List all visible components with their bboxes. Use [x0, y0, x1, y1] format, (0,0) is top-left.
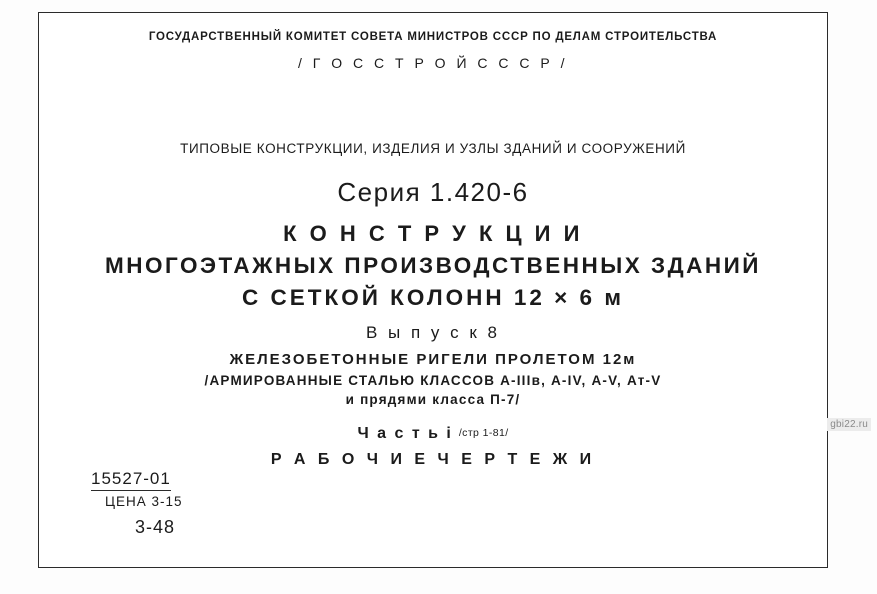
agency-header-line: / Г О С С Т Р О Й С С С Р /: [297, 55, 569, 71]
document-border-frame: [38, 12, 828, 568]
committee-header-line: ГОСУДАРСТВЕННЫЙ КОМИТЕТ СОВЕТА МИНИСТРОВ СССР ПО ДЕЛАМ СТРОИТЕЛЬСТВА: [148, 31, 718, 43]
part-label: Ч а с т ь i: [357, 425, 453, 442]
issue-description-line-1: ЖЕЛЕЗОБЕТОННЫЕ РИГЕЛИ ПРОЛЕТОМ 12м: [229, 351, 637, 368]
issue-description-line-3: и прядями класса П-7/: [345, 392, 521, 407]
site-watermark: gbi22.ru: [827, 418, 871, 431]
working-drawings-label: Р А Б О Ч И Е Ч Е Р Т Е Ж И: [270, 451, 596, 468]
page-title-line-3: С СЕТКОЙ КОЛОНН 12 × 6 м: [242, 285, 624, 310]
part-line: [39, 425, 827, 443]
issue-label: В ы п у с к 8: [366, 323, 500, 342]
catalog-number: 15527-01: [91, 469, 171, 491]
page-title-line-1: К О Н С Т Р У К Ц И И: [283, 221, 583, 246]
page-title-line-2: МНОГОЭТАЖНЫХ ПРОИЗВОДСТВЕННЫХ ЗДАНИЙ: [105, 253, 761, 278]
handwritten-price: 3-48: [135, 517, 176, 537]
series-number: Серия 1.420-6: [337, 177, 529, 207]
issue-description-line-2: /АРМИРОВАННЫЕ СТАЛЬЮ КЛАССОВ А-IIIв, А-IV, А-V, Ат-V: [204, 373, 662, 388]
document-subtitle: ТИПОВЫЕ КОНСТРУКЦИИ, ИЗДЕЛИЯ И УЗЛЫ ЗДАНИЙ И СООРУЖЕНИЙ: [180, 141, 686, 156]
document-content: [39, 13, 827, 567]
catalog-price: ЦЕНА 3-15: [105, 494, 183, 509]
part-page-range-note: /стр 1-81/: [458, 427, 509, 439]
catalog-code-block: [91, 469, 183, 538]
